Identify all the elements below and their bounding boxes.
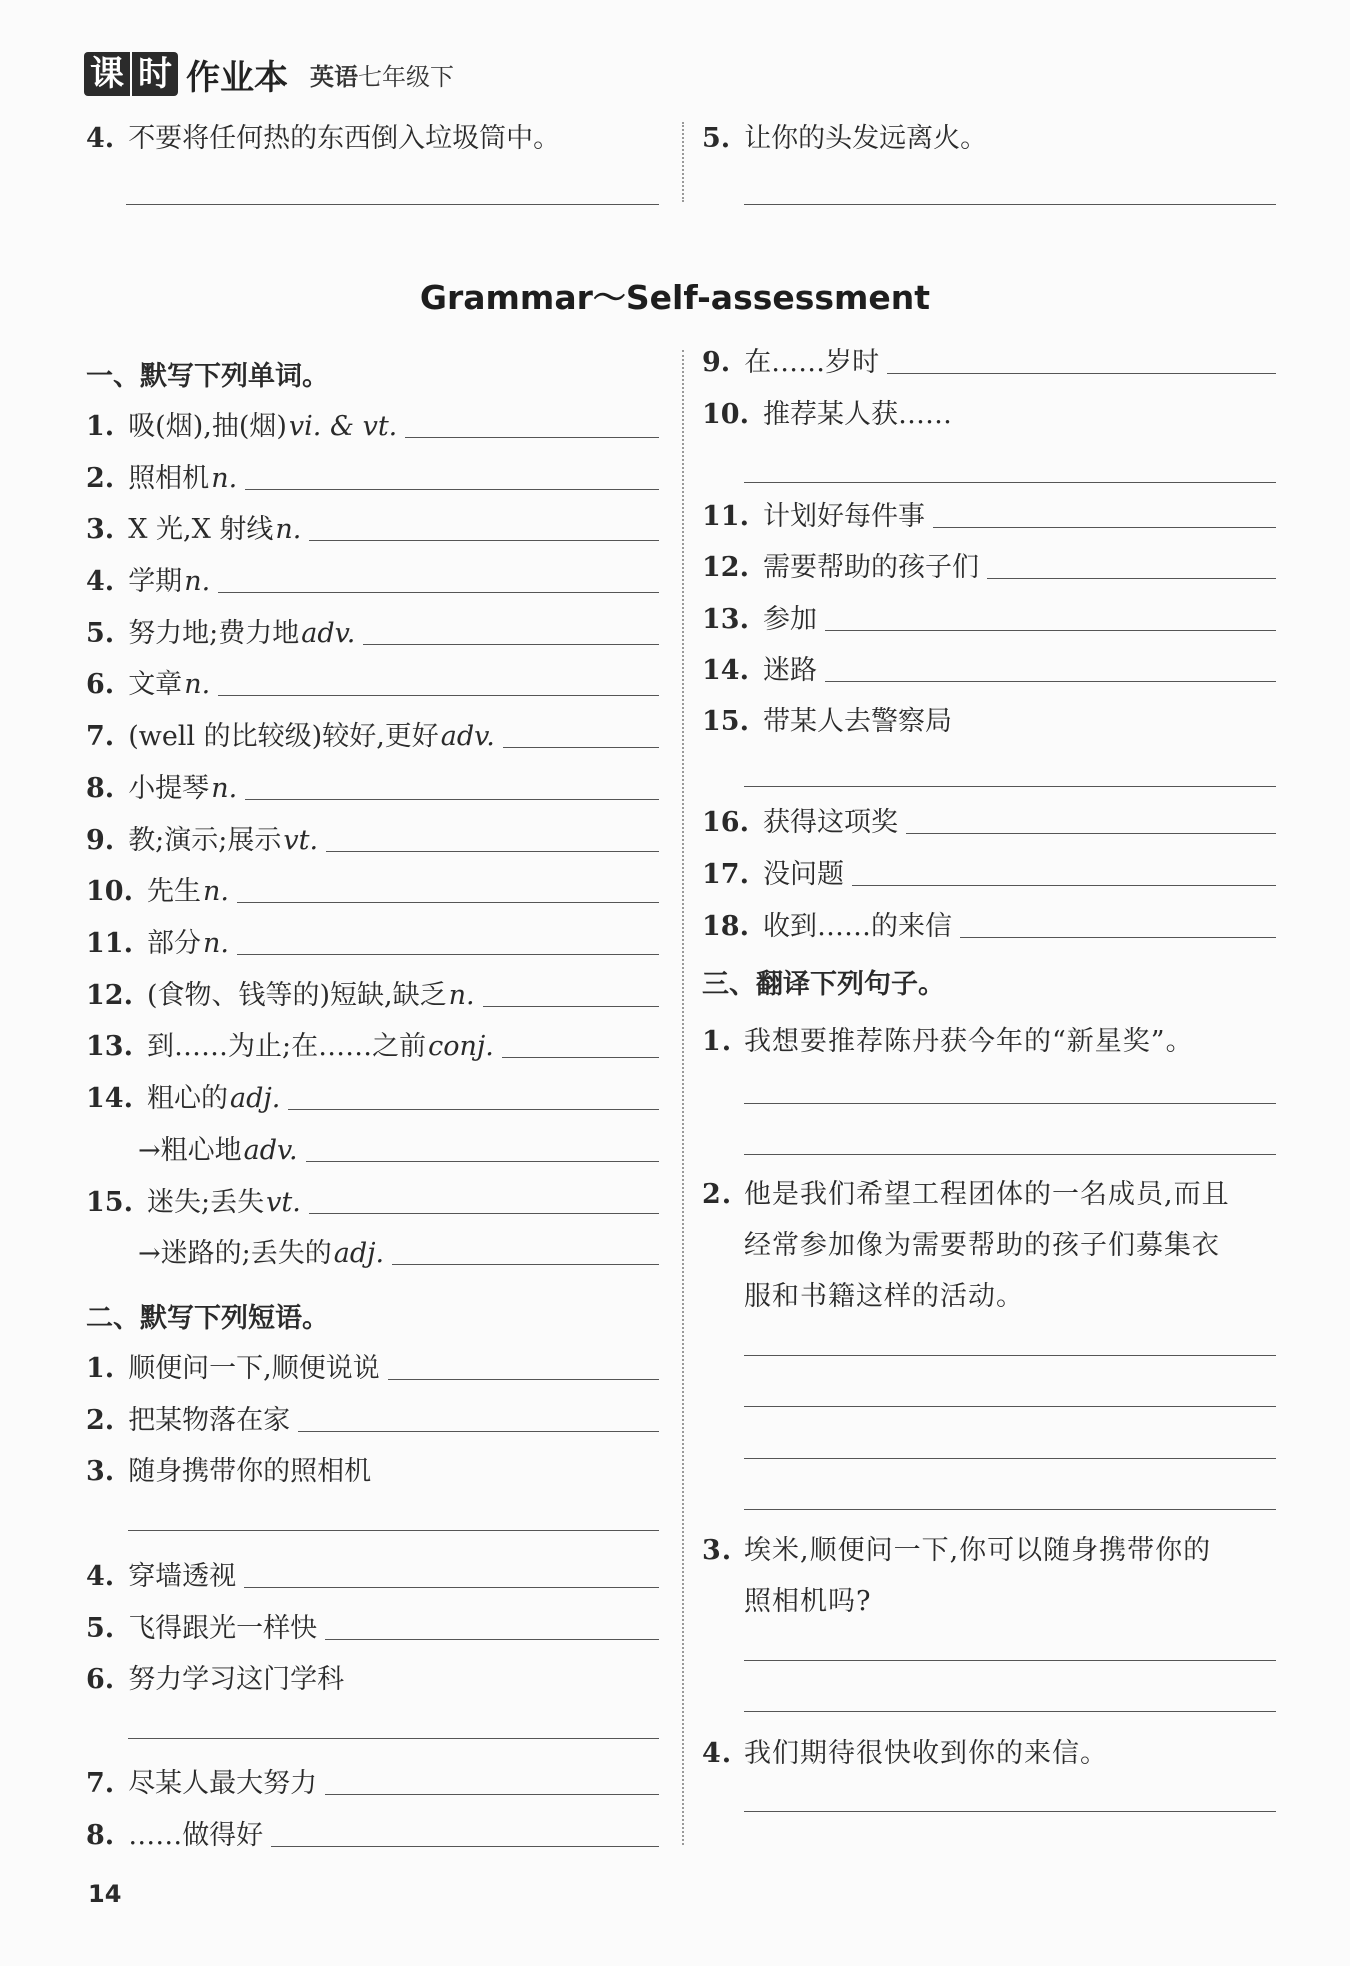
list-item xyxy=(86,617,659,651)
item-text: 迷失;丢失 xyxy=(146,1187,265,1218)
part-of-speech: adv. xyxy=(301,618,356,649)
part-of-speech: vi. & vt. xyxy=(288,411,398,442)
list-item xyxy=(86,565,659,599)
item-number: 6. xyxy=(86,669,115,700)
item-number: 8. xyxy=(86,1820,115,1851)
answer-line[interactable] xyxy=(237,953,659,955)
item-text: 推荐某人获…… xyxy=(762,399,952,430)
answer-line[interactable] xyxy=(906,832,1276,834)
item-number: 14. xyxy=(702,655,749,686)
list-item xyxy=(86,1455,659,1489)
part-of-speech: adj. xyxy=(229,1083,281,1114)
part-of-speech: n. xyxy=(184,566,211,597)
answer-line[interactable] xyxy=(352,1690,659,1691)
list-item xyxy=(86,462,659,496)
item-text: 迷路 xyxy=(762,655,817,686)
translation-question xyxy=(702,1016,1276,1067)
part-of-speech: n. xyxy=(202,876,229,907)
logo xyxy=(84,50,288,99)
answer-line[interactable] xyxy=(744,1406,1276,1407)
translation-question xyxy=(702,1525,1276,1627)
item-number: 1. xyxy=(702,1026,733,1057)
item-text: 带某人去警察局 xyxy=(762,706,952,737)
answer-line[interactable] xyxy=(744,1811,1276,1812)
part-of-speech: n. xyxy=(448,980,475,1011)
item-text: 穿墙透视 xyxy=(128,1561,237,1592)
sentence-line: 我想要推荐陈丹获今年的“新星奖”。 xyxy=(744,1026,1194,1057)
item-number: 1. xyxy=(86,411,115,442)
part-of-speech: adj. xyxy=(333,1238,385,1269)
list-item xyxy=(702,346,1276,380)
item-text: 参加 xyxy=(762,604,817,635)
item-number: 15. xyxy=(702,706,749,737)
list-item xyxy=(86,772,659,806)
header xyxy=(84,50,454,98)
item-text: 吸(烟),抽(烟) xyxy=(128,411,287,442)
answer-line[interactable] xyxy=(218,591,659,593)
list-item xyxy=(86,1560,659,1594)
answer-line[interactable] xyxy=(960,936,1276,938)
item-number: 10. xyxy=(86,876,133,907)
answer-line[interactable] xyxy=(309,1212,659,1214)
list-item xyxy=(86,1030,659,1064)
list-item xyxy=(86,1819,659,1853)
top-question-4: 4. 不要将任何热的东西倒入垃圾筒中。 xyxy=(86,123,561,154)
list-item xyxy=(86,668,659,702)
item-text: 把某物落在家 xyxy=(128,1405,291,1436)
section-heading-1: 一、默写下列单词。 xyxy=(86,361,329,392)
answer-line[interactable] xyxy=(503,746,659,748)
answer-line[interactable] xyxy=(744,482,1276,483)
item-number: 1. xyxy=(86,1353,115,1384)
item-text: 部分 xyxy=(146,928,201,959)
answer-line[interactable] xyxy=(326,850,659,852)
sentence-line: 他是我们希望工程团体的一名成员,而且 xyxy=(744,1179,1230,1210)
answer-line[interactable] xyxy=(298,1430,659,1432)
list-item xyxy=(86,720,659,754)
answer-line[interactable] xyxy=(887,372,1276,374)
item-number: 12. xyxy=(86,980,133,1011)
item-text: 计划好每件事 xyxy=(762,501,925,532)
answer-line[interactable] xyxy=(744,1355,1276,1356)
part-of-speech: n. xyxy=(275,514,302,545)
page-number: 14 xyxy=(88,1880,122,1908)
list-item xyxy=(86,927,659,961)
item-text: 没问题 xyxy=(762,859,844,890)
top-question-5: 5. 让你的头发远离火。 xyxy=(702,123,988,154)
list-item xyxy=(86,513,659,547)
item-number: 9. xyxy=(702,347,731,378)
item-text: 文章 xyxy=(128,669,183,700)
list-item xyxy=(702,654,1276,688)
logo-part2: 时 xyxy=(132,52,178,96)
answer-line[interactable] xyxy=(744,1711,1276,1712)
item-text: ……做得好 xyxy=(128,1820,264,1851)
item-number: 10. xyxy=(702,399,749,430)
list-item xyxy=(86,410,659,444)
item-number: 9. xyxy=(86,825,115,856)
item-text: 需要帮助的孩子们 xyxy=(762,552,979,583)
item-number: 2. xyxy=(702,1179,733,1210)
answer-line[interactable] xyxy=(363,643,659,645)
answer-line[interactable] xyxy=(244,1586,659,1588)
list-item xyxy=(86,1186,659,1220)
answer-line[interactable] xyxy=(825,629,1276,631)
item-number: 13. xyxy=(702,604,749,635)
part-of-speech: n. xyxy=(202,928,229,959)
sentence-line: 照相机吗? xyxy=(744,1586,872,1617)
item-number: 2. xyxy=(86,463,115,494)
answer-line[interactable] xyxy=(392,1263,659,1265)
list-item xyxy=(86,1404,659,1438)
sentence-line: 经常参加像为需要帮助的孩子们募集衣 xyxy=(744,1230,1220,1261)
item-text: 在……岁时 xyxy=(744,347,880,378)
list-item xyxy=(702,551,1276,585)
item-text: 顺便问一下,顺便说说 xyxy=(128,1353,380,1384)
answer-line[interactable] xyxy=(960,425,1276,426)
item-number: 17. xyxy=(702,859,749,890)
translation-question xyxy=(702,1728,1276,1779)
item-number: 12. xyxy=(702,552,749,583)
part-of-speech: vt. xyxy=(266,1187,301,1218)
item-number: 6. xyxy=(86,1664,115,1695)
item-text: 随身携带你的照相机 xyxy=(128,1456,372,1487)
item-number: 3. xyxy=(86,514,115,545)
part-of-speech: adv. xyxy=(243,1135,298,1166)
item-text: 照相机 xyxy=(128,463,210,494)
item-text: 小提琴 xyxy=(128,773,210,804)
item-text: 学期 xyxy=(128,566,183,597)
answer-line[interactable] xyxy=(960,732,1276,733)
item-number: 15. xyxy=(86,1187,133,1218)
item-text: →迷路的;丢失的 xyxy=(138,1238,332,1269)
answer-line[interactable] xyxy=(852,884,1276,886)
part-of-speech: n. xyxy=(184,669,211,700)
list-item xyxy=(702,705,1276,739)
answer-line[interactable] xyxy=(288,1108,659,1110)
answer-line[interactable] xyxy=(744,1103,1276,1104)
item-text: (食物、钱等的)短缺,缺乏 xyxy=(146,980,447,1011)
part-of-speech: conj. xyxy=(428,1031,494,1062)
logo-part3: 作业本 xyxy=(186,57,288,98)
item-number: 2. xyxy=(86,1405,115,1436)
item-number: 11. xyxy=(86,928,133,959)
item-text: 获得这项奖 xyxy=(762,807,898,838)
list-item xyxy=(702,500,1276,534)
list-item xyxy=(702,603,1276,637)
item-text: 教;演示;展示 xyxy=(128,825,282,856)
answer-line[interactable] xyxy=(128,1738,659,1739)
answer-line[interactable] xyxy=(309,539,659,541)
section-heading-3: 三、翻译下列句子。 xyxy=(702,969,945,1000)
column-divider xyxy=(682,122,684,202)
item-number: 11. xyxy=(702,501,749,532)
answer-line[interactable] xyxy=(987,577,1276,579)
answer-line[interactable] xyxy=(325,1638,659,1640)
item-text: 努力地;费力地 xyxy=(128,618,300,649)
answer-line[interactable] xyxy=(237,901,659,903)
item-number: 13. xyxy=(86,1031,133,1062)
item-number: 4. xyxy=(86,1561,115,1592)
answer-line[interactable] xyxy=(744,786,1276,787)
list-item xyxy=(702,806,1276,840)
answer-line[interactable] xyxy=(744,204,1276,205)
list-item xyxy=(86,1352,659,1386)
section-heading-2: 二、默写下列短语。 xyxy=(86,1303,329,1334)
item-text: 先生 xyxy=(146,876,201,907)
list-item xyxy=(86,1082,659,1116)
item-number: 5. xyxy=(86,1613,115,1644)
part-of-speech: adv. xyxy=(440,721,495,752)
answer-line[interactable] xyxy=(271,1845,659,1847)
sentence-line: 我们期待很快收到你的来信。 xyxy=(744,1738,1108,1769)
answer-line[interactable] xyxy=(744,1660,1276,1661)
item-text: →粗心地 xyxy=(138,1135,242,1166)
item-text: (well 的比较级)较好,更好 xyxy=(128,721,439,752)
item-number: 14. xyxy=(86,1083,133,1114)
answer-line[interactable] xyxy=(245,488,659,490)
page-title: Grammar～Self-assessment xyxy=(419,278,931,317)
answer-line[interactable] xyxy=(306,1160,659,1162)
item-text: 尽某人最大努力 xyxy=(128,1768,318,1799)
item-number: 4. xyxy=(702,1738,733,1769)
list-item xyxy=(702,910,1276,944)
list-item xyxy=(702,398,1276,432)
answer-line[interactable] xyxy=(388,1378,659,1380)
answer-line[interactable] xyxy=(744,1458,1276,1459)
sentence-line: 服和书籍这样的活动。 xyxy=(744,1281,1024,1312)
item-text: 努力学习这门学科 xyxy=(128,1664,345,1695)
header-subtitle xyxy=(310,57,454,92)
answer-line[interactable] xyxy=(245,798,659,800)
sentence-line: 埃米,顺便问一下,你可以随身携带你的 xyxy=(744,1535,1212,1566)
answer-line[interactable] xyxy=(325,1793,659,1795)
part-of-speech: n. xyxy=(211,773,238,804)
list-item xyxy=(702,858,1276,892)
answer-line[interactable] xyxy=(126,204,659,205)
item-number: 16. xyxy=(702,807,749,838)
item-number: 4. xyxy=(86,566,115,597)
column-divider xyxy=(682,350,684,1845)
answer-line[interactable] xyxy=(744,1509,1276,1510)
answer-line[interactable] xyxy=(483,1005,659,1007)
translation-question xyxy=(702,1169,1276,1322)
item-number: 18. xyxy=(702,911,749,942)
answer-line[interactable] xyxy=(218,694,659,696)
grade-label: 七年级下 xyxy=(358,62,454,91)
item-number: 5. xyxy=(86,618,115,649)
subject-label: 英语 xyxy=(310,62,358,91)
answer-line[interactable] xyxy=(502,1056,659,1058)
answer-line[interactable] xyxy=(379,1482,659,1483)
part-of-speech: n. xyxy=(211,463,238,494)
list-item xyxy=(86,875,659,909)
answer-line[interactable] xyxy=(128,1530,659,1531)
list-item xyxy=(86,1134,659,1168)
item-text: 飞得跟光一样快 xyxy=(128,1613,318,1644)
logo-part1: 课 xyxy=(84,52,130,96)
item-number: 7. xyxy=(86,1768,115,1799)
answer-line[interactable] xyxy=(744,1154,1276,1155)
item-text: 收到……的来信 xyxy=(762,911,952,942)
list-item xyxy=(86,1612,659,1646)
list-item xyxy=(86,824,659,858)
part-of-speech: vt. xyxy=(283,825,319,856)
list-item xyxy=(86,1237,659,1271)
item-text: 到……为止;在……之前 xyxy=(146,1031,427,1062)
item-number: 7. xyxy=(86,721,115,752)
answer-line[interactable] xyxy=(825,680,1276,682)
list-item xyxy=(86,979,659,1013)
item-text: 粗心的 xyxy=(146,1083,228,1114)
list-item xyxy=(86,1767,659,1801)
item-text: X 光,X 射线 xyxy=(128,514,274,545)
answer-line[interactable] xyxy=(405,436,659,438)
list-item xyxy=(86,1663,659,1697)
answer-line[interactable] xyxy=(933,526,1276,528)
item-number: 3. xyxy=(702,1535,733,1566)
item-number: 3. xyxy=(86,1456,115,1487)
item-number: 8. xyxy=(86,773,115,804)
